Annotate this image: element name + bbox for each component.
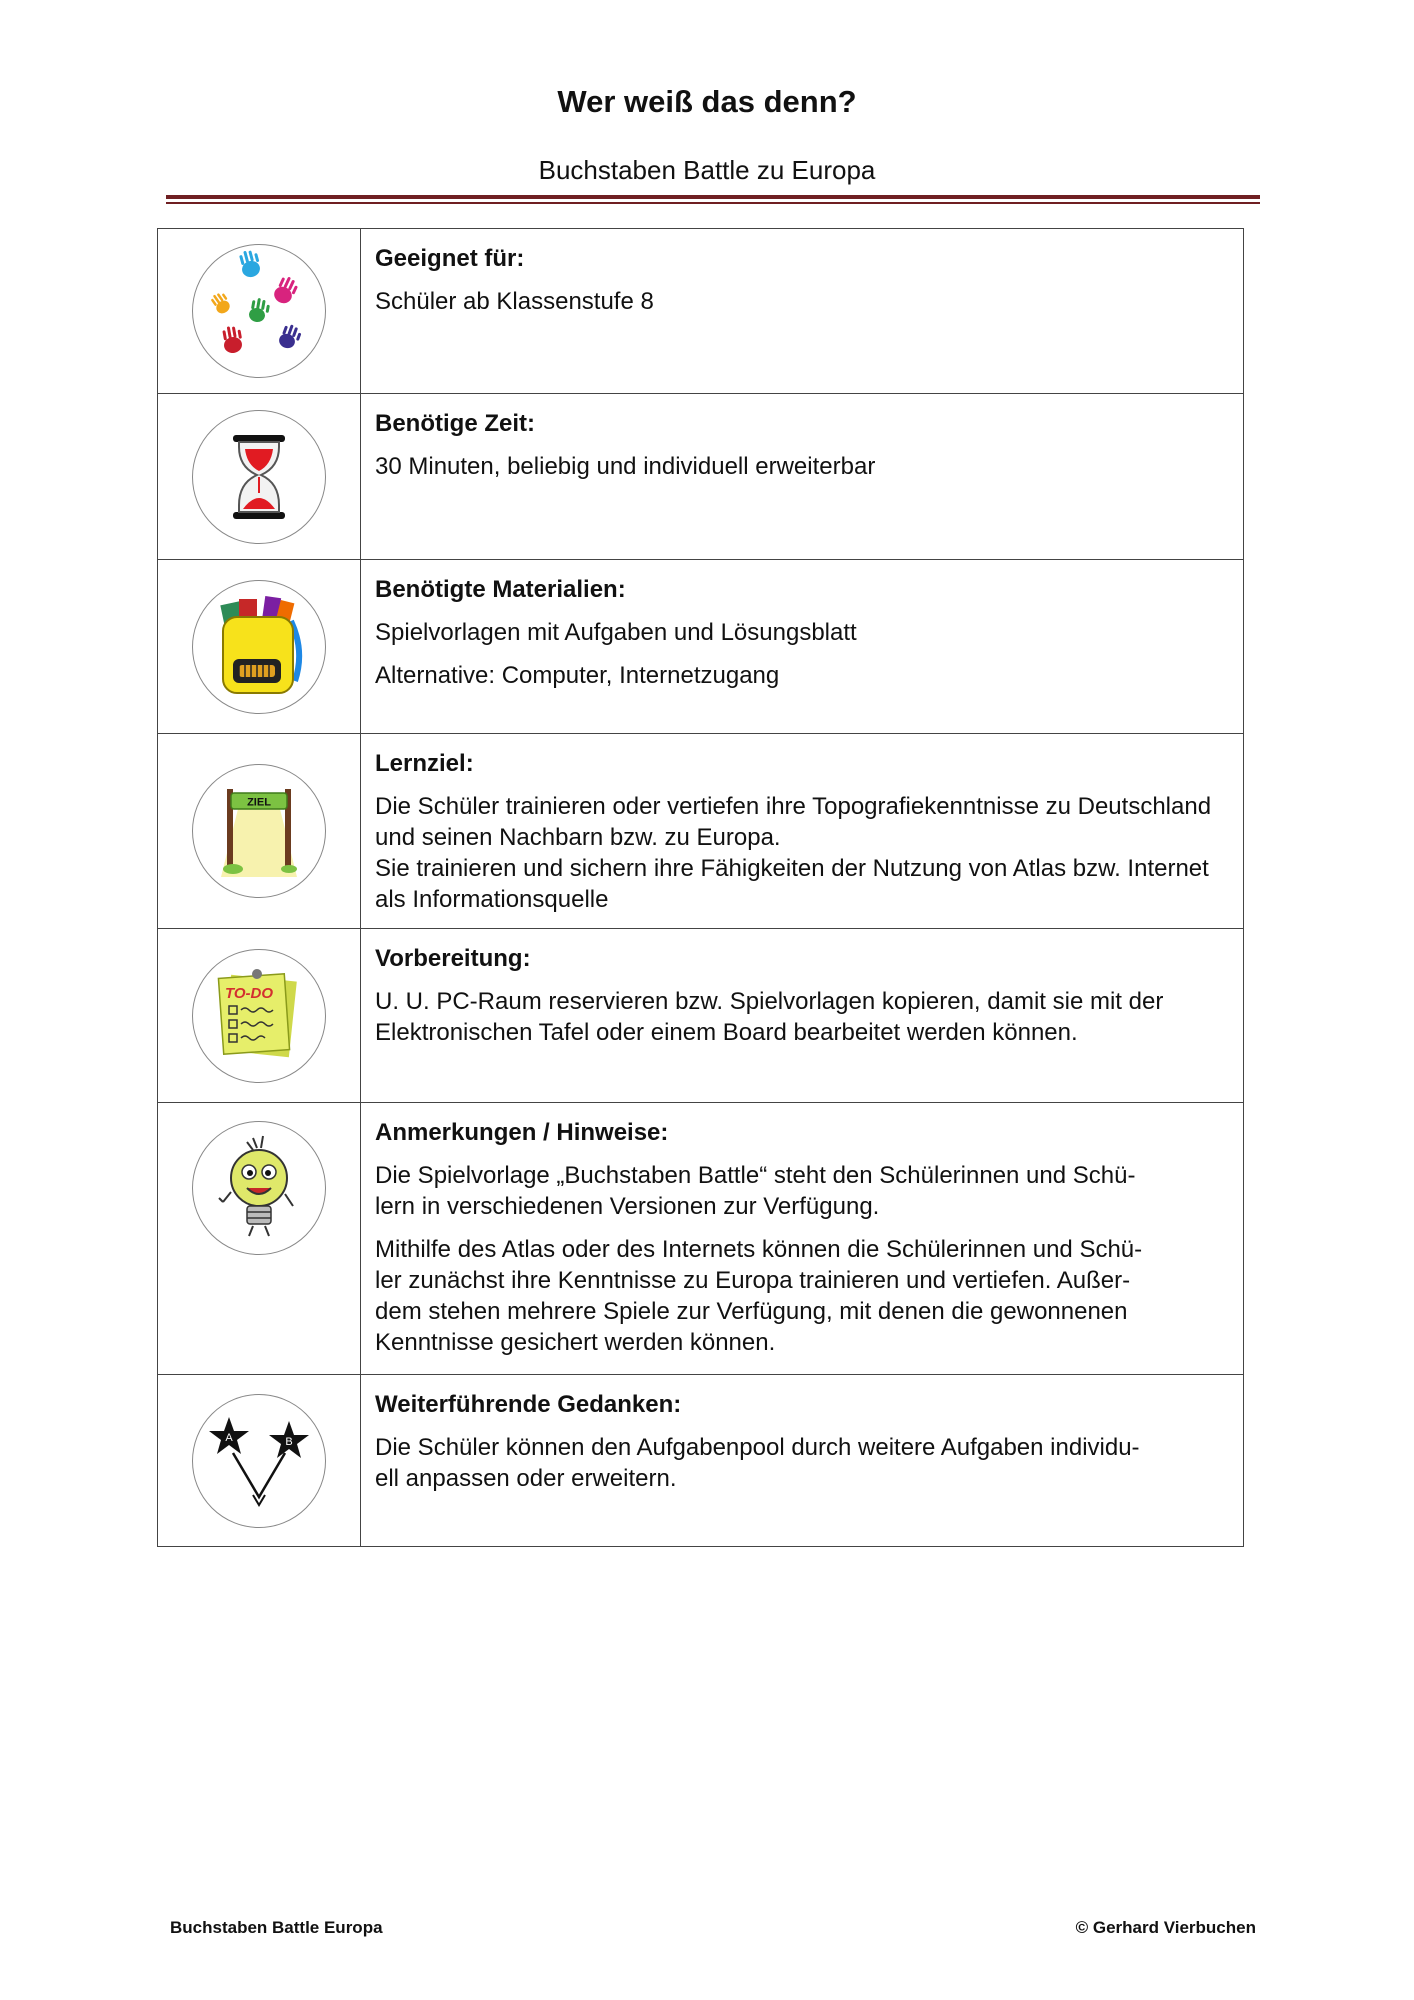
row-text: Alternative: Computer, Internetzugang (375, 662, 780, 689)
row-text: U. U. PC-Raum reservieren bzw. Spielvorlagen kopieren, damit sie mit der Elektronischen Tafel oder einem Board bearbeitet werden können. (375, 988, 1164, 1046)
footer-copyright: © Gerhard Vierbuchen (1075, 1918, 1256, 1937)
page-subtitle: Buchstaben Battle zu Europa (538, 155, 876, 185)
row-title: Geeignet für: (375, 245, 525, 272)
header-rule-thick (166, 195, 1260, 199)
icon-cell (158, 229, 361, 394)
ab-star-balloons-icon (192, 1394, 326, 1528)
text-cell (361, 394, 1244, 560)
colorful-hands-icon (192, 244, 326, 378)
row-text: Die Schüler trainieren oder vertiefen ihre Topografiekenntnisse zu Deutschland und seinen Nachbarn bzw. zu Europa. Sie trainieren und sichern ihre Fähigkeiten der Nutzung von Atlas bzw. Internet als Informationsquelle (375, 793, 1212, 913)
row-title: Anmerkungen / Hinweise: (375, 1119, 669, 1146)
info-row-materials (158, 560, 1244, 734)
page-title: Wer weiß das denn? (557, 84, 857, 119)
hourglass-icon (192, 410, 326, 544)
row-title: Benötige Zeit: (375, 410, 535, 437)
text-cell (361, 560, 1244, 734)
info-row-suitable-for (158, 229, 1244, 394)
footer-left-text: Buchstaben Battle Europa (170, 1918, 383, 1937)
todo-note-label: TO-DO (224, 984, 274, 1002)
icon-cell (158, 560, 361, 734)
text-cell (361, 1375, 1244, 1547)
info-row-further-thoughts (158, 1375, 1244, 1547)
balloon-label-a: A (225, 1431, 233, 1444)
row-text: Spielvorlagen mit Aufgaben und Lösungsblatt (375, 619, 857, 646)
text-cell (361, 229, 1244, 394)
row-text: Mithilfe des Atlas oder des Internets können die Schülerinnen und Schü- ler zunächst ihre Kenntnisse zu Europa trainieren und vertiefen. Außer- dem stehen mehrere Spiele zur Verfügung, mit denen die gewonnenen Kenntnisse gesichert werden können. (375, 1236, 1143, 1356)
text-cell (361, 929, 1244, 1103)
info-row-required-time (158, 394, 1244, 560)
row-title: Weiterführende Gedanken: (375, 1391, 682, 1418)
icon-cell (158, 1375, 361, 1547)
icon-cell (158, 1103, 361, 1375)
info-table (157, 228, 1244, 1547)
balloon-label-b: B (285, 1435, 293, 1448)
todo-note-icon (192, 949, 326, 1083)
goal-gate-icon (192, 764, 326, 898)
row-text: Die Schüler können den Aufgabenpool durch weitere Aufgaben individu- ell anpassen oder erweitern. (375, 1434, 1140, 1492)
info-row-notes (158, 1103, 1244, 1375)
row-text: Die Spielvorlage „Buchstaben Battle“ steht den Schülerinnen und Schü- lern in verschiedenen Versionen zur Verfügung. (375, 1162, 1136, 1220)
row-title: Lernziel: (375, 750, 474, 777)
info-row-preparation (158, 929, 1244, 1103)
icon-cell (158, 734, 361, 929)
header-rule-thin (166, 202, 1260, 204)
school-backpack-icon (192, 580, 326, 714)
info-row-learning-goal (158, 734, 1244, 929)
lightbulb-character-icon (192, 1121, 326, 1255)
goal-gate-label: ZIEL (247, 796, 271, 809)
row-text: Schüler ab Klassenstufe 8 (375, 288, 654, 315)
row-title: Vorbereitung: (375, 945, 531, 972)
icon-cell (158, 929, 361, 1103)
row-title: Benötigte Materialien: (375, 576, 626, 603)
icon-cell (158, 394, 361, 560)
text-cell (361, 734, 1244, 929)
row-text: 30 Minuten, beliebig und individuell erweiterbar (375, 453, 876, 480)
text-cell (361, 1103, 1244, 1375)
